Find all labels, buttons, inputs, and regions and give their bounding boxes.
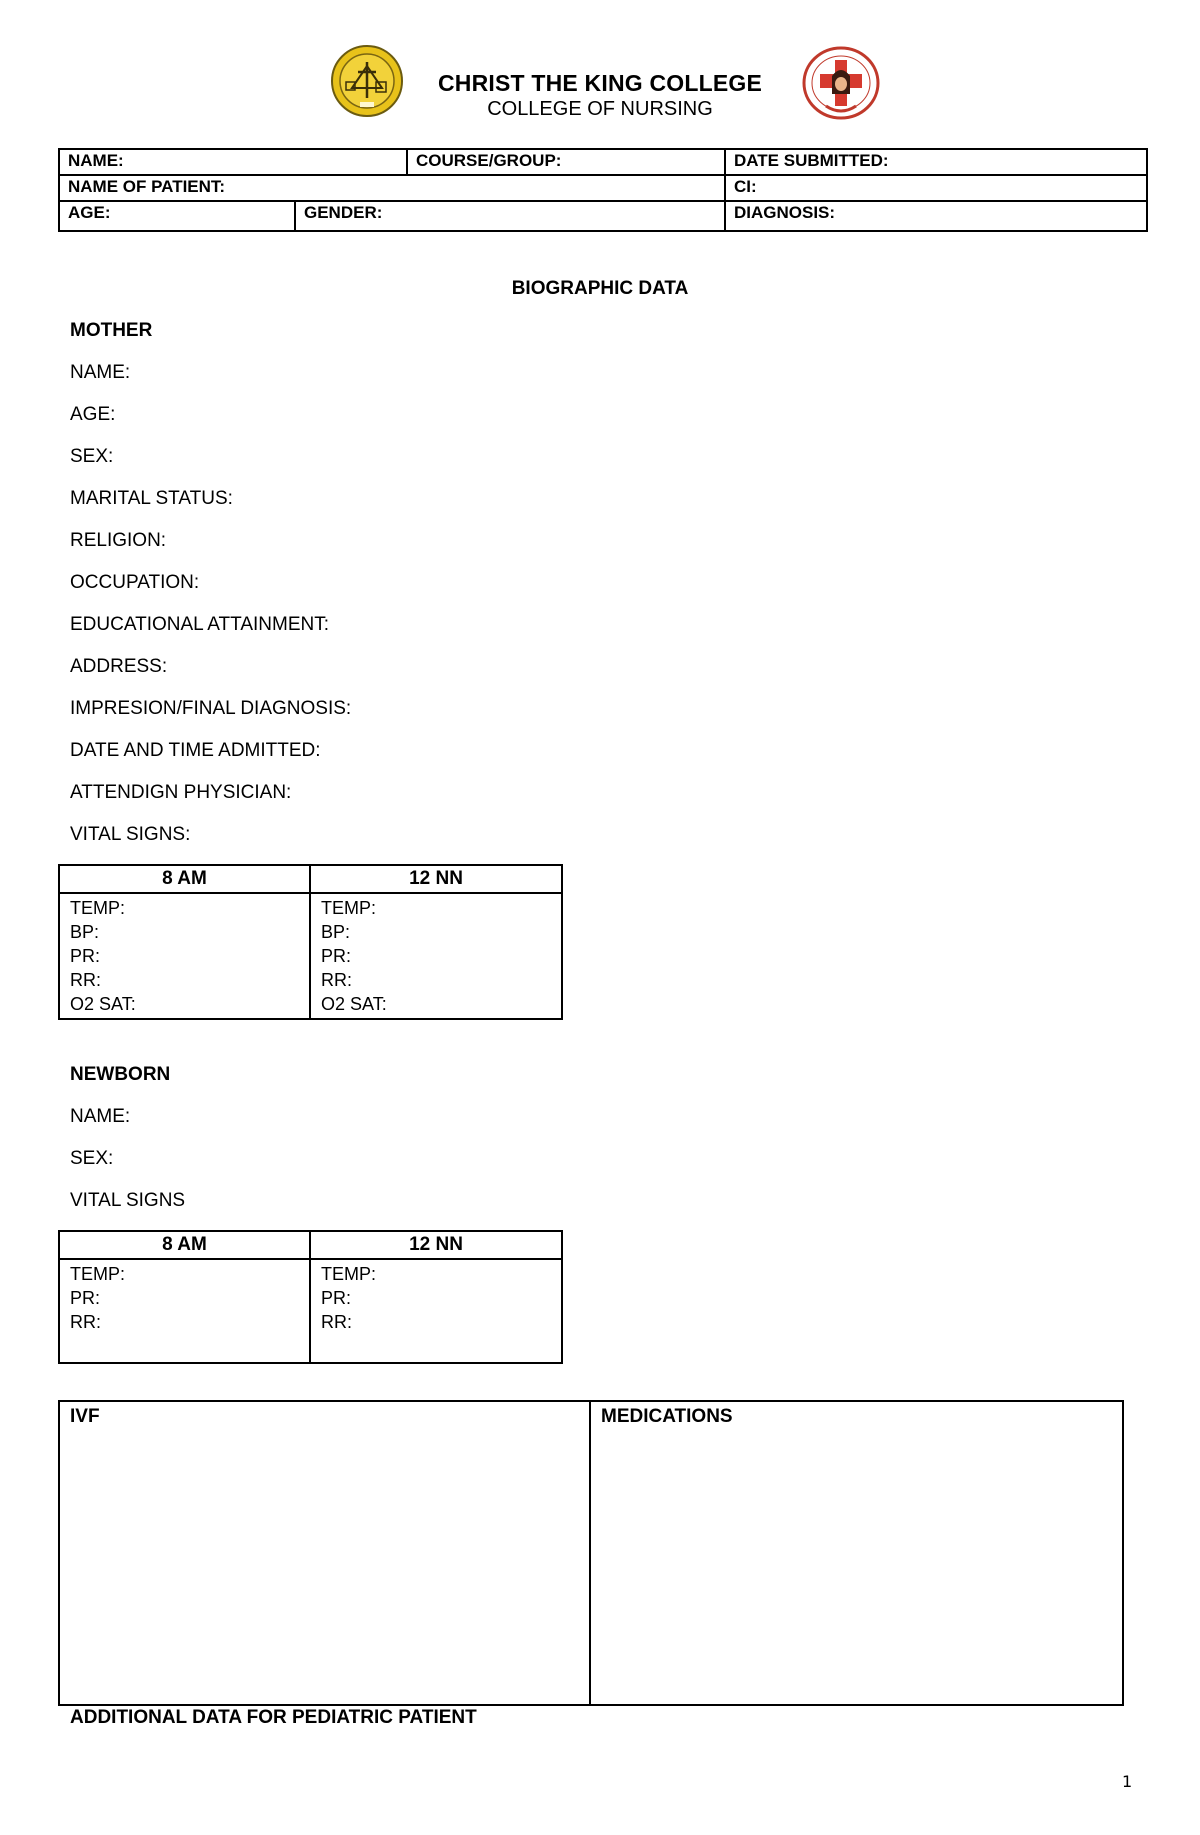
mother-field-vital-signs: VITAL SIGNS:: [70, 824, 191, 845]
gender-cell[interactable]: GENDER:: [295, 201, 725, 231]
date-submitted-cell[interactable]: DATE SUBMITTED:: [725, 149, 1147, 175]
vital-pr-label: PR:: [70, 946, 101, 966]
mother-field-education: EDUCATIONAL ATTAINMENT:: [70, 614, 329, 635]
vital-temp-label: TEMP:: [321, 1264, 377, 1284]
vital-pr-label: PR:: [321, 1288, 352, 1308]
diagnosis-cell[interactable]: DIAGNOSIS:: [725, 201, 1147, 231]
vital-temp-label: TEMP:: [321, 898, 377, 918]
age-cell[interactable]: AGE:: [59, 201, 295, 231]
mother-heading: MOTHER: [70, 320, 153, 341]
vital-rr-label: RR:: [70, 970, 101, 990]
page-number: 1: [1122, 1772, 1133, 1791]
newborn-field-sex: SEX:: [70, 1148, 114, 1169]
section-title: BIOGRAPHIC DATA: [511, 278, 689, 299]
mother-vitals-12nn-cell[interactable]: [310, 893, 562, 1019]
student-info-table: [58, 148, 1148, 232]
mother-field-diagnosis: IMPRESION/FINAL DIAGNOSIS:: [70, 698, 352, 719]
vital-temp-label: TEMP:: [70, 898, 126, 918]
mother-field-physician: ATTENDIGN PHYSICIAN:: [70, 782, 292, 803]
ivf-label: IVF: [70, 1406, 100, 1427]
mother-field-date-admitted: DATE AND TIME ADMITTED:: [70, 740, 321, 761]
newborn-field-vital-signs: VITAL SIGNS: [70, 1190, 186, 1211]
school-name: CHRIST THE KING COLLEGE: [437, 70, 763, 96]
medications-label: MEDICATIONS: [601, 1406, 733, 1427]
vital-rr-label: RR:: [70, 1312, 101, 1332]
vital-o2sat-label: O2 SAT:: [70, 994, 136, 1014]
vital-bp-label: BP:: [321, 922, 351, 942]
ivf-medications-table: [58, 1400, 1124, 1706]
mother-field-occupation: OCCUPATION:: [70, 572, 200, 593]
mother-vitals-12nn-header: 12 NN: [310, 865, 562, 893]
course-group-cell[interactable]: COURSE/GROUP:: [407, 149, 725, 175]
mother-field-name: NAME:: [70, 362, 131, 383]
mother-vitals-8am-header: 8 AM: [59, 865, 310, 893]
ctk-college-seal-icon: [330, 44, 404, 118]
medications-cell[interactable]: [590, 1401, 1123, 1705]
college-name: COLLEGE OF NURSING: [487, 98, 713, 120]
ci-cell[interactable]: CI:: [725, 175, 1147, 201]
vital-bp-label: BP:: [70, 922, 100, 942]
additional-data-heading: ADDITIONAL DATA FOR PEDIATRIC PATIENT: [70, 1707, 477, 1728]
name-cell[interactable]: NAME:: [59, 149, 407, 175]
mother-field-marital-status: MARITAL STATUS:: [70, 488, 233, 509]
vital-rr-label: RR:: [321, 1312, 352, 1332]
vital-rr-label: RR:: [321, 970, 352, 990]
vital-pr-label: PR:: [321, 946, 352, 966]
mother-field-religion: RELIGION:: [70, 530, 167, 551]
patient-name-cell[interactable]: NAME OF PATIENT:: [59, 175, 725, 201]
newborn-vitals-12nn-cell[interactable]: [310, 1259, 562, 1363]
newborn-field-name: NAME:: [70, 1106, 131, 1127]
newborn-vitals-8am-cell[interactable]: [59, 1259, 310, 1363]
mother-field-sex: SEX:: [70, 446, 114, 467]
newborn-vitals-8am-header: 8 AM: [59, 1231, 310, 1259]
vital-o2sat-label: O2 SAT:: [321, 994, 387, 1014]
vital-temp-label: TEMP:: [70, 1264, 126, 1284]
vital-pr-label: PR:: [70, 1288, 101, 1308]
newborn-vitals-12nn-header: 12 NN: [310, 1231, 562, 1259]
nursing-college-seal-icon: [802, 46, 880, 120]
mother-field-address: ADDRESS:: [70, 656, 168, 677]
mother-vitals-8am-cell[interactable]: [59, 893, 310, 1019]
ivf-cell[interactable]: [59, 1401, 590, 1705]
mother-vitals-table: [58, 864, 563, 1020]
newborn-vitals-table: [58, 1230, 563, 1364]
mother-field-age: AGE:: [70, 404, 116, 425]
newborn-heading: NEWBORN: [70, 1064, 171, 1085]
